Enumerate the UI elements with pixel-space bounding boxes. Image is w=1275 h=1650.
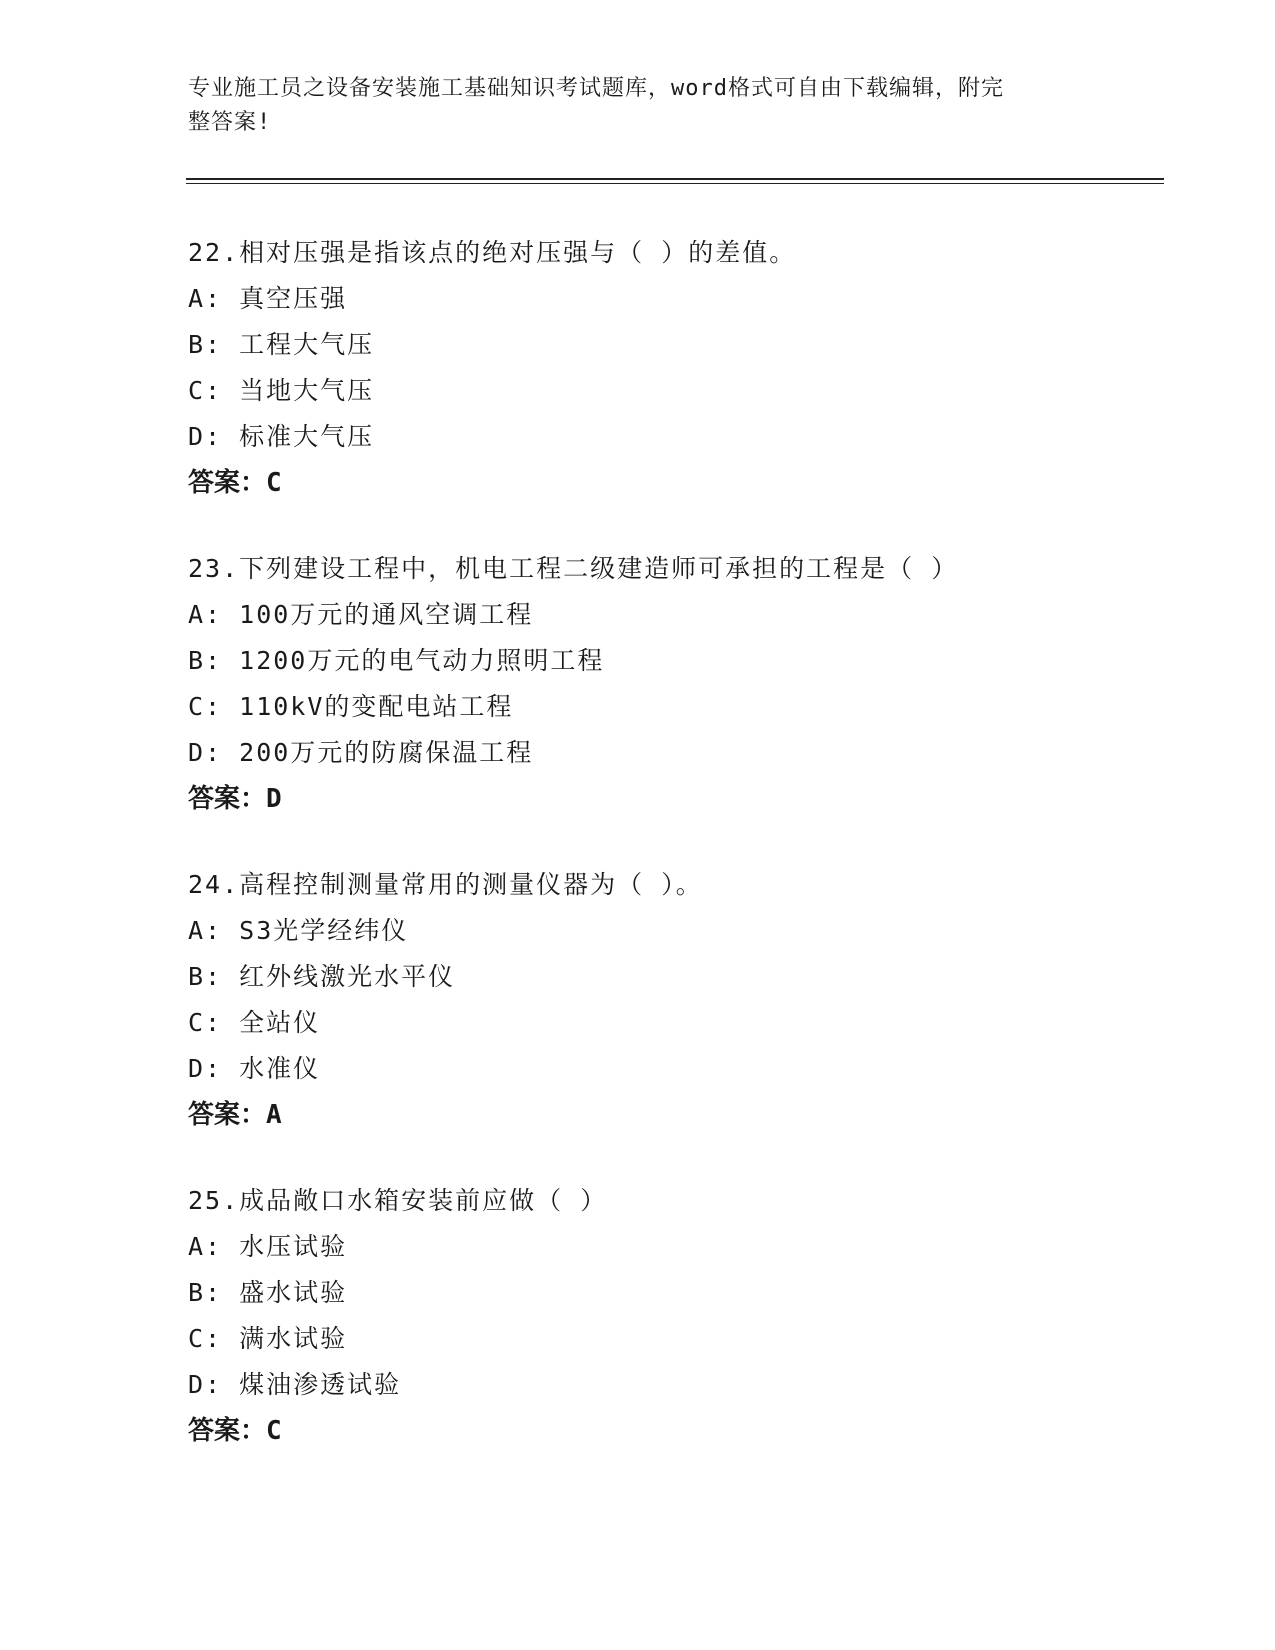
answer-line [188,1092,1138,1138]
option-b: B: 盛水试验 [188,1278,348,1307]
document-header [188,72,1088,140]
header-divider-thick [186,178,1164,180]
answer-label: 答案： [188,468,267,498]
question-24 [188,862,1138,1138]
question-23 [188,546,1138,822]
option-d: D: 标准大气压 [188,422,375,451]
option-d: D: 200万元的防腐保温工程 [188,738,534,767]
answer-line [188,776,1138,822]
question-stem: 22.相对压强是指该点的绝对压强与（ ）的差值。 [188,238,797,267]
answer-label: 答案： [188,784,267,814]
option-c: C: 110kV的变配电站工程 [188,692,514,721]
option-b: B: 红外线激光水平仪 [188,962,456,991]
question-stem: 24.高程控制测量常用的测量仪器为（ ）。 [188,870,703,899]
option-c: C: 满水试验 [188,1324,348,1353]
option-a: A: 真空压强 [188,284,348,313]
option-c: C: 全站仪 [188,1008,321,1037]
question-25 [188,1178,1138,1454]
answer-label: 答案： [188,1100,267,1130]
option-b: B: 工程大气压 [188,330,375,359]
option-b: B: 1200万元的电气动力照明工程 [188,646,605,675]
question-22 [188,230,1138,506]
question-stem: 23.下列建设工程中，机电工程二级建造师可承担的工程是（ ） [188,554,959,583]
answer-value: C [266,1416,282,1446]
answer-value: C [266,468,282,498]
header-line-2: 整答案! [188,110,272,135]
option-a: A: 水压试验 [188,1232,348,1261]
answer-label: 答案： [188,1416,267,1446]
option-a: A: S3光学经纬仪 [188,916,409,945]
answer-line [188,1408,1138,1454]
option-c: C: 当地大气压 [188,376,375,405]
option-a: A: 100万元的通风空调工程 [188,600,534,629]
option-d: D: 煤油渗透试验 [188,1370,402,1399]
answer-value: D [266,784,282,814]
answer-value: A [266,1100,282,1130]
header-divider-thin [186,183,1164,184]
question-stem: 25.成品敞口水箱安装前应做（ ） [188,1186,608,1215]
option-d: D: 水准仪 [188,1054,321,1083]
header-line-1: 专业施工员之设备安装施工基础知识考试题库，word格式可自由下载编辑，附完 [188,76,1004,101]
answer-line [188,460,1138,506]
